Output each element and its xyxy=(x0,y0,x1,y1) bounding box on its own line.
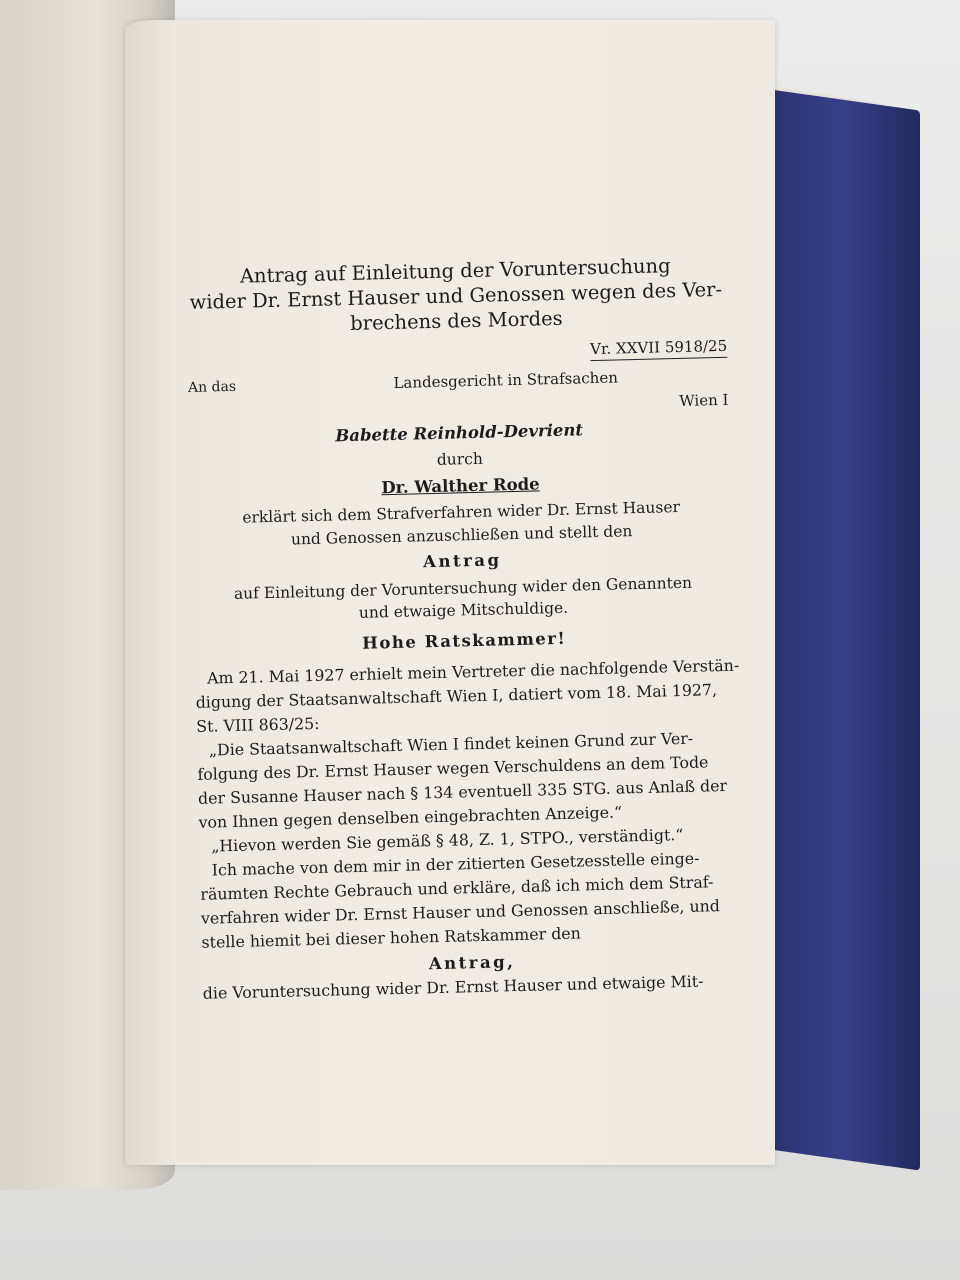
book-cover-edge xyxy=(770,89,920,1170)
declaration-line-2: und Genossen anzuschließen und stellt den xyxy=(290,521,633,548)
body-line: St. VIII 863/25: xyxy=(196,713,320,736)
body-paragraphs xyxy=(195,654,742,955)
body-line: digung der Staatsanwaltschaft Wien I, datiert vom 18. Mai 1927, xyxy=(195,680,718,712)
body-line: stelle hiemit bei dieser hohen Ratskammer den xyxy=(201,923,582,952)
antrag-closing: Antrag, xyxy=(428,952,516,974)
document-title xyxy=(185,252,727,340)
body-line: „Die Staatsanwaltschaft Wien I findet keinen Grund zur Ver- xyxy=(208,728,694,760)
address-an-das: An das xyxy=(187,378,237,396)
lawyer-name: Dr. Walther Rode xyxy=(381,473,540,497)
body-line: Am 21. Mai 1927 erhielt mein Vertreter die nachfolgende Verstän- xyxy=(206,655,740,688)
antrag-heading: Antrag xyxy=(422,550,502,572)
title-line-2: wider Dr. Ernst Hauser und Genossen wegen des Ver- xyxy=(189,277,723,314)
last-body-line: die Voruntersuchung wider Dr. Ernst Hauser und etwaige Mit- xyxy=(202,971,704,1003)
address-court: Landesgericht in Strafsachen xyxy=(393,367,619,392)
document-text xyxy=(185,252,743,1005)
salutation: Hohe Ratskammer! xyxy=(362,628,567,653)
body-line: von Ihnen gegen denselben eingebrachten Anzeige.“ xyxy=(198,802,623,832)
body-line: verfahren wider Dr. Ernst Hauser und Genossen anschließe, und xyxy=(200,896,721,928)
title-line-3: brechens des Mordes xyxy=(349,306,563,335)
party-name: Babette Reinhold-Devrient xyxy=(335,419,584,445)
declaration-line-1: erklärt sich dem Strafverfahren wider Dr. Ernst Hauser xyxy=(242,497,681,527)
party-via: durch xyxy=(436,449,484,469)
body-line: räumten Rechte Gebrauch und erkläre, daß ich mich dem Straf- xyxy=(200,872,714,904)
address-city: Wien I xyxy=(679,390,729,410)
purpose-line-2: und etwaige Mitschuldige. xyxy=(358,598,569,622)
body-line: folgung des Dr. Ernst Hauser wegen Verschuldens an dem Tode xyxy=(197,752,709,784)
title-line-1: Antrag auf Einleitung der Voruntersuchung xyxy=(239,254,671,288)
body-line: der Susanne Hauser nach § 134 eventuell 335 STG. aus Anlaß der xyxy=(197,775,728,808)
purpose-line-1: auf Einleitung der Voruntersuchung wider den Genannten xyxy=(233,573,693,603)
case-reference-number: Vr. XXVII 5918/25 xyxy=(590,337,727,361)
body-line: „Hievon werden Sie gemäß § 48, Z. 1, STPO., verständigt.“ xyxy=(210,824,684,856)
body-line: Ich mache von dem mir in der zitierten Gesetzesstelle einge- xyxy=(211,848,700,880)
